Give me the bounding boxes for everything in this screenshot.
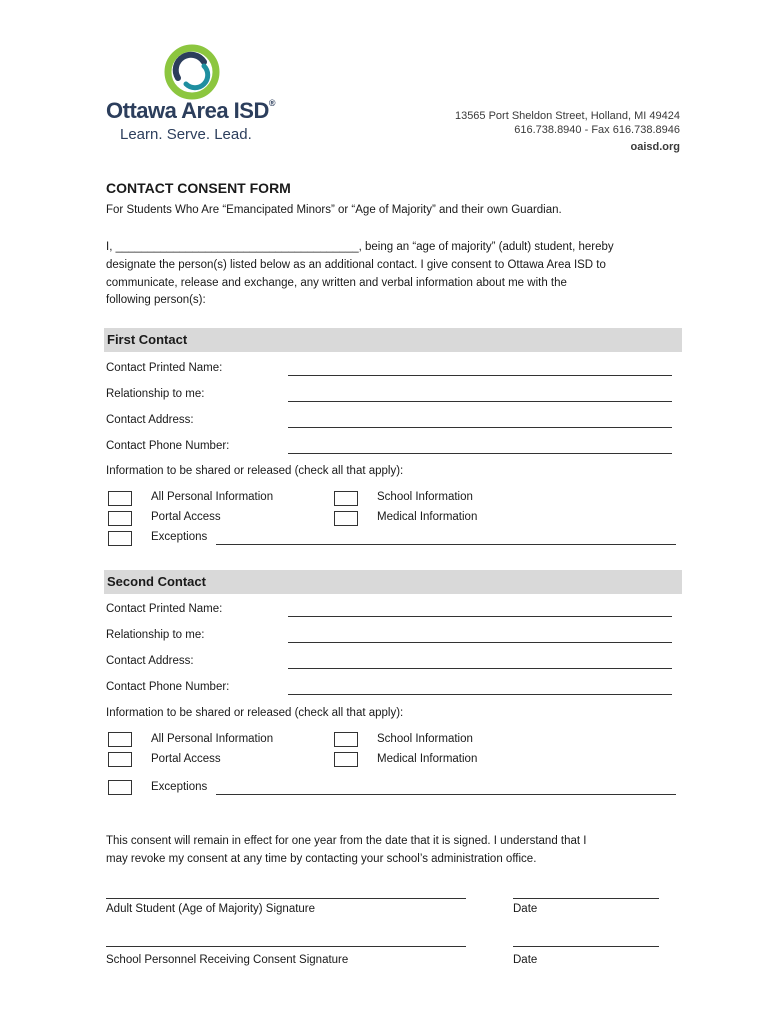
info-shared-label: Information to be shared or released (check all that apply): [106,465,404,477]
contact-phone-field[interactable] [288,694,672,695]
option-all-personal-label: All Personal Information [151,491,274,503]
option-medical-info-label: Medical Information [377,511,478,523]
option-portal-access-label: Portal Access [151,511,221,523]
checkbox-school-info[interactable] [334,732,358,747]
option-medical-info-label: Medical Information [377,753,478,765]
contact-address-label: Contact Address: [106,655,194,667]
contact-phone-field[interactable] [288,453,672,454]
org-address: 13565 Port Sheldon Street, Holland, MI 49424 [454,110,680,122]
contact-name-field[interactable] [288,616,672,617]
contact-phone-label: Contact Phone Number: [106,440,230,452]
relationship-label: Relationship to me: [106,629,205,641]
contact-name-label: Contact Printed Name: [106,362,223,374]
consent-statement-line-2: may revoke my consent at any time by contacting your school’s administration office. [106,853,537,865]
option-all-personal-label: All Personal Information [151,733,274,745]
first-contact-header: First Contact [104,328,682,352]
org-name: Ottawa Area ISD® [106,98,275,123]
intro-line-3: communicate, release and exchange, any written and verbal information about me with the [106,277,567,289]
checkbox-exceptions[interactable] [108,780,132,795]
student-signature-field[interactable] [106,898,466,899]
option-school-info-label: School Information [377,733,473,745]
contact-address-field[interactable] [288,668,672,669]
relationship-field[interactable] [288,642,672,643]
intro-line-1: I, ______________________________________, being an “age of majority” (adult) student, hereby [106,241,614,253]
info-shared-label: Information to be shared or released (check all that apply): [106,707,404,719]
checkbox-all-personal[interactable] [108,732,132,747]
checkbox-medical-info[interactable] [334,752,358,767]
consent-statement-line-1: This consent will remain in effect for one year from the date that it is signed. I understand that I [106,835,587,847]
org-website: oaisd.org [630,141,680,153]
org-tagline: Learn. Serve. Lead. [120,126,252,143]
option-school-info-label: School Information [377,491,473,503]
second-contact-header: Second Contact [104,570,682,594]
student-date-field[interactable] [513,898,659,899]
org-phone-fax: 616.738.8940 - Fax 616.738.8946 [514,124,680,136]
form-subtitle: For Students Who Are “Emancipated Minors” or “Age of Majority” and their own Guardian. [106,204,562,216]
checkbox-medical-info[interactable] [334,511,358,526]
option-exceptions-label: Exceptions [151,781,208,793]
checkbox-exceptions[interactable] [108,531,132,546]
oaisd-logo-icon [164,44,220,100]
intro-line-4: following person(s): [106,294,206,306]
intro-line-2: designate the person(s) listed below as an additional contact. I give consent to Ottawa Area ISD to [106,259,606,271]
exceptions-field[interactable] [216,544,676,545]
contact-address-label: Contact Address: [106,414,194,426]
contact-name-field[interactable] [288,375,672,376]
personnel-date-field[interactable] [513,946,659,947]
option-portal-access-label: Portal Access [151,753,221,765]
relationship-label: Relationship to me: [106,388,205,400]
checkbox-all-personal[interactable] [108,491,132,506]
student-date-label: Date [513,903,538,915]
checkbox-portal-access[interactable] [108,511,132,526]
student-signature-label: Adult Student (Age of Majority) Signature [106,903,316,915]
personnel-date-label: Date [513,954,538,966]
exceptions-field[interactable] [216,794,676,795]
relationship-field[interactable] [288,401,672,402]
option-exceptions-label: Exceptions [151,531,208,543]
contact-phone-label: Contact Phone Number: [106,681,230,693]
form-title: CONTACT CONSENT FORM [106,180,291,196]
personnel-signature-label: School Personnel Receiving Consent Signature [106,954,349,966]
checkbox-school-info[interactable] [334,491,358,506]
contact-name-label: Contact Printed Name: [106,603,223,615]
contact-address-field[interactable] [288,427,672,428]
personnel-signature-field[interactable] [106,946,466,947]
checkbox-portal-access[interactable] [108,752,132,767]
